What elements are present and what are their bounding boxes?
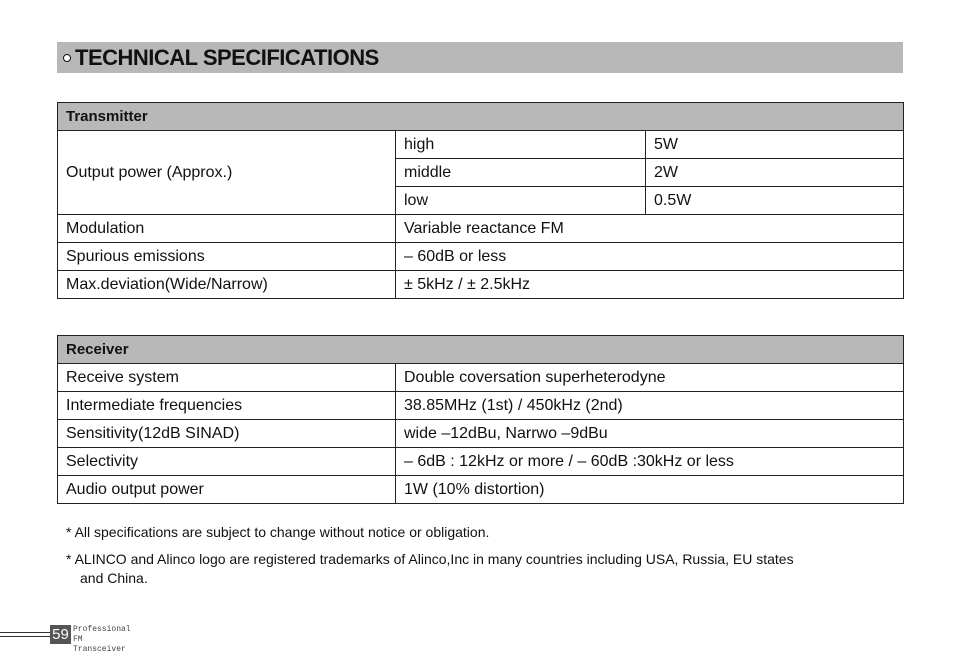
power-level-middle: middle [396,159,646,187]
power-value-high: 5W [646,131,904,159]
footnote-trademarks [66,550,903,588]
bullet-icon [63,54,71,62]
table-row [58,131,904,159]
power-level-low: low [396,187,646,215]
table-row [58,476,904,504]
row-value: 1W (10% distortion) [396,476,904,504]
footnote-specifications: * All specifications are subject to change without notice or obligation. [66,524,490,540]
power-value-middle: 2W [646,159,904,187]
table-row [58,448,904,476]
row-value: Double coversation superheterodyne [396,364,904,392]
receiver-header: Receiver [58,336,904,364]
table-row [58,243,904,271]
power-level-high: high [396,131,646,159]
table-row [58,420,904,448]
footer-caption [73,625,140,655]
row-label: Sensitivity(12dB SINAD) [58,420,396,448]
row-value: – 60dB or less [396,243,904,271]
section-title-bar [57,42,903,73]
output-power-label: Output power (Approx.) [58,131,396,215]
row-value: 38.85MHz (1st) / 450kHz (2nd) [396,392,904,420]
row-value: ± 5kHz / ± 2.5kHz [396,271,904,299]
footer-caption-line1: Professional [73,625,131,634]
row-label: Selectivity [58,448,396,476]
row-label: Spurious emissions [58,243,396,271]
transmitter-header: Transmitter [58,103,904,131]
footnote-trademarks-line1: * ALINCO and Alinco logo are registered trademarks of Alinco,Inc in many countries including USA, Russia, EU states [66,551,794,567]
power-value-low: 0.5W [646,187,904,215]
footer-caption-line2: FM Transceiver [73,635,126,654]
page-footer [0,622,140,654]
table-row [58,392,904,420]
page-number: 59 [50,625,71,644]
row-value: – 6dB : 12kHz or more / – 60dB :30kHz or less [396,448,904,476]
receiver-table [57,335,904,504]
row-label: Receive system [58,364,396,392]
row-value: wide –12dBu, Narrwo –9dBu [396,420,904,448]
row-label: Max.deviation(Wide/Narrow) [58,271,396,299]
row-value: Variable reactance FM [396,215,904,243]
table-row [58,215,904,243]
row-label: Intermediate frequencies [58,392,396,420]
table-row [58,364,904,392]
row-label: Modulation [58,215,396,243]
page-title: TECHNICAL SPECIFICATIONS [75,44,379,70]
transmitter-table [57,102,904,299]
row-label: Audio output power [58,476,396,504]
table-row [58,271,904,299]
footnote-trademarks-line2: and China. [80,570,148,586]
footer-rule [0,632,50,637]
